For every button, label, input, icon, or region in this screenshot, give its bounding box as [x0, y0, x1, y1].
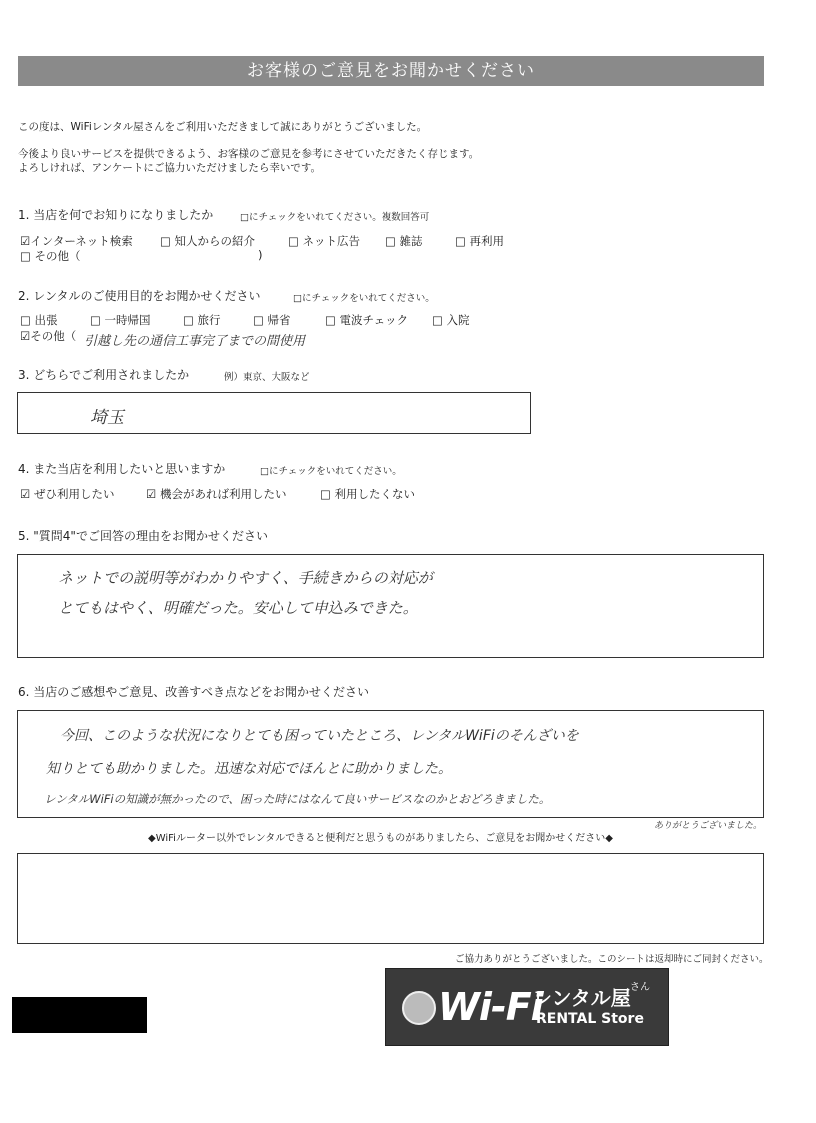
- q2-option-temporary-return[interactable]: □ 一時帰国: [90, 313, 151, 327]
- intro-line-2: 今後より良いサービスを提供できるよう、お客様のご意見を参考にさせていただきたく存じます。: [18, 148, 480, 160]
- q2-option-hospital[interactable]: □ 入院: [432, 313, 470, 327]
- q3-note: 例）東京、大阪など: [224, 372, 310, 383]
- q4-option-if-chance[interactable]: ☑ 機会があれば利用したい: [146, 487, 287, 501]
- q2-option-signal-check[interactable]: □ 電波チェック: [325, 313, 409, 327]
- q2-label: 2. レンタルのご使用目的をお聞かせください: [18, 289, 261, 303]
- q7-label: ◆WiFiルーター以外でレンタルできると便利だと思うものがありましたら、ご意見をお聞かせください◆: [148, 833, 613, 844]
- logo-san-text: さん: [630, 982, 650, 993]
- redacted-area: [12, 997, 147, 1033]
- q4-option-definitely[interactable]: ☑ ぜひ利用したい: [20, 487, 115, 501]
- q1-option-magazine[interactable]: □ 雑誌: [385, 234, 423, 248]
- q2-option-homecoming[interactable]: □ 帰省: [253, 313, 291, 327]
- form-title: お客様のご意見をお聞かせください: [18, 56, 764, 86]
- q1-option-friend[interactable]: □ 知人からの紹介: [160, 234, 256, 248]
- q3-label: 3. どちらでご利用されましたか: [18, 368, 190, 382]
- logo-en-text: RENTAL Store: [536, 1011, 644, 1027]
- mascot-icon: [402, 991, 436, 1025]
- q3-answer: 埼玉: [90, 408, 124, 428]
- q1-option-net-ad[interactable]: □ ネット広告: [288, 234, 361, 248]
- q2-note: □にチェックをいれてください。: [293, 293, 435, 304]
- q1-note: □にチェックをいれてください。複数回答可: [240, 212, 430, 223]
- wifi-rental-store-logo: [385, 968, 669, 1046]
- q5-answer-box[interactable]: [17, 554, 764, 658]
- logo-wifi-text: Wi-Fi: [438, 985, 543, 1029]
- q1-option-internet[interactable]: ☑インターネット検索: [20, 234, 133, 248]
- q4-option-not-again[interactable]: □ 利用したくない: [320, 487, 416, 501]
- q2-option-other[interactable]: ☑その他（: [20, 329, 77, 343]
- q7-answer-box[interactable]: [17, 853, 764, 944]
- q1-label: 1. 当店を何でお知りになりましたか: [18, 208, 214, 222]
- q2-other-answer: 引越し先の通信工事完了までの間使用: [84, 334, 306, 349]
- footer-thanks: ご協力ありがとうございました。このシートは返却時にご同封ください。: [455, 954, 769, 965]
- q3-answer-box[interactable]: [17, 392, 531, 434]
- logo-jp-text: レンタル屋: [532, 986, 631, 1010]
- q6-answer-box[interactable]: [17, 710, 764, 818]
- intro-line-1: この度は、WiFiレンタル屋さんをご利用いただきまして誠にありがとうございました。: [18, 121, 428, 133]
- q1-option-other[interactable]: □ その他（: [20, 249, 81, 263]
- q6-answer-line-4: ありがとうございました。: [654, 821, 763, 831]
- q4-label: 4. また当店を利用したいと思いますか: [18, 462, 226, 476]
- q4-note: □にチェックをいれてください。: [260, 466, 402, 477]
- q2-option-business[interactable]: □ 出張: [20, 313, 58, 327]
- q5-label: 5. "質問4"でご回答の理由をお聞かせください: [18, 529, 268, 543]
- q6-answer-line-3: レンタルWiFiの知識が無かったので、困った時にはなんて良いサービスなのかとおどろきました。: [44, 792, 551, 806]
- intro-line-3: よろしければ、アンケートにご協力いただけましたら幸いです。: [18, 162, 322, 174]
- q6-answer-line-2: 知りとても助かりました。迅速な対応でほんとに助かりました。: [46, 761, 452, 777]
- q5-answer-line-2: とてもはやく、明確だった。安心して申込みできた。: [58, 599, 418, 617]
- q1-option-reuse[interactable]: □ 再利用: [455, 234, 505, 248]
- q2-option-travel[interactable]: □ 旅行: [183, 313, 221, 327]
- q6-label: 6. 当店のご感想やご意見、改善すべき点などをお聞かせください: [18, 685, 370, 699]
- q1-other-close: ): [258, 248, 263, 262]
- q5-answer-line-1: ネットでの説明等がわかりやすく、手続きからの対応が: [58, 569, 433, 587]
- q6-answer-line-1: 今回、このような状況になりとても困っていたところ、レンタルWiFiのそんざいを: [60, 728, 579, 744]
